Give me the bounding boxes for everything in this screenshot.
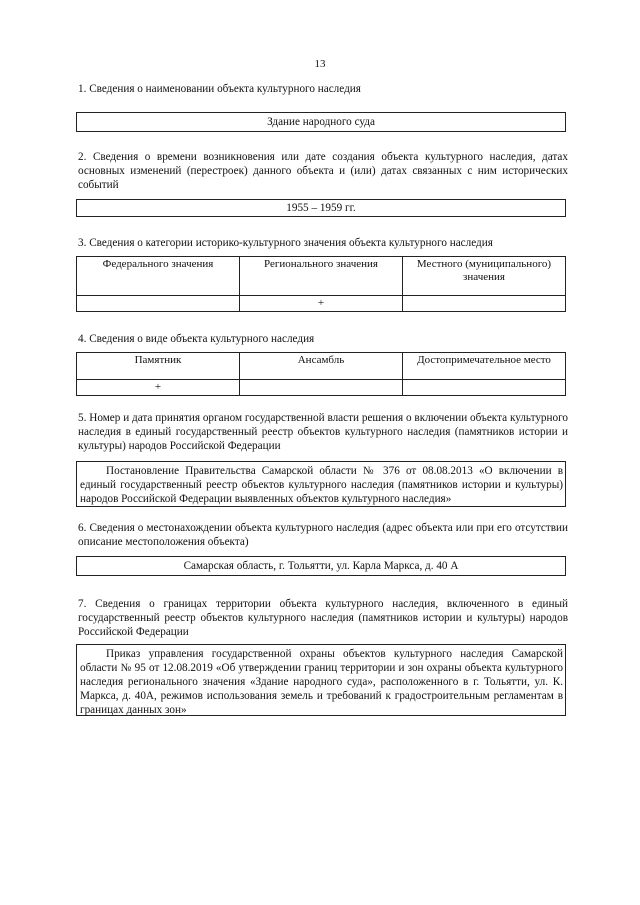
category-federal-mark bbox=[77, 296, 240, 312]
type-monument-mark: + bbox=[77, 380, 240, 396]
type-ensemble-header: Ансамбль bbox=[240, 353, 403, 380]
section-5-heading: 5. Номер и дата принятия органом государственной власти решения о включении объекта культурного наследия в единый государственный реестр объектов культурного наследия (памятников истории и культуры) народов Российской Федерации bbox=[78, 412, 568, 452]
type-monument-header: Памятник bbox=[77, 353, 240, 380]
object-name-field: Здание народного суда bbox=[76, 112, 566, 132]
creation-date-field: 1955 – 1959 гг. bbox=[76, 199, 566, 217]
category-federal-header: Федерального значения bbox=[77, 257, 240, 296]
category-regional-header: Регионального значения bbox=[240, 257, 403, 296]
type-ensemble-mark bbox=[240, 380, 403, 396]
boundaries-text: Приказ управления государственной охраны объектов культурного наследия Самарской области № 95 от 12.08.2019 «Об утверждении границ территории и зон охраны объекта культурного наследия регионального значения «Здание народного суда», расположенного в г. Тольятти, ул. К. Маркса, д. 40А, режимов использования земель и требований к градостроительным регламентам в границах данных зон» bbox=[80, 648, 563, 716]
category-regional-mark: + bbox=[240, 296, 403, 312]
location-field: Самарская область, г. Тольятти, ул. Карла Маркса, д. 40 А bbox=[76, 556, 566, 576]
registry-decision-text: Постановление Правительства Самарской области № 376 от 08.08.2013 «О включении в единый государственный реестр объектов культурного наследия (памятников истории и культуры) народов Российской Федерации выявленных объектов культурного наследия» bbox=[80, 465, 563, 505]
section-4-heading: 4. Сведения о виде объекта культурного наследия bbox=[78, 333, 315, 345]
section-3-heading: 3. Сведения о категории историко-культурного значения объекта культурного наследия bbox=[78, 237, 493, 249]
section-6-heading: 6. Сведения о местонахождении объекта культурного наследия (адрес объекта или при его отсутствии описание местоположения объекта) bbox=[78, 522, 568, 548]
registry-decision-field bbox=[76, 461, 566, 507]
category-header-row bbox=[77, 257, 566, 296]
section-7-heading: 7. Сведения о границах территории объекта культурного наследия, включенного в единый государственный реестр объектов культурного наследия (памятников истории и культуры) народов Российской Федерации bbox=[78, 598, 568, 638]
category-local-header: Местного (муниципального) значения bbox=[403, 257, 566, 296]
section-2-heading: 2. Сведения о времени возникновения или дате создания объекта культурного наследия, датах основных изменений (перестроек) данного объекта и (или) датах связанных с ним исторических событий bbox=[78, 151, 568, 191]
type-landmark-header: Достопримечательное место bbox=[403, 353, 566, 380]
type-landmark-mark bbox=[403, 380, 566, 396]
section-1-heading: 1. Сведения о наименовании объекта культурного наследия bbox=[78, 83, 361, 95]
type-table bbox=[76, 352, 566, 396]
category-local-mark bbox=[403, 296, 566, 312]
boundaries-field bbox=[76, 644, 566, 716]
type-header-row bbox=[77, 353, 566, 380]
type-mark-row bbox=[77, 380, 566, 396]
page-number: 13 bbox=[314, 58, 326, 70]
category-mark-row bbox=[77, 296, 566, 312]
category-table bbox=[76, 256, 566, 312]
